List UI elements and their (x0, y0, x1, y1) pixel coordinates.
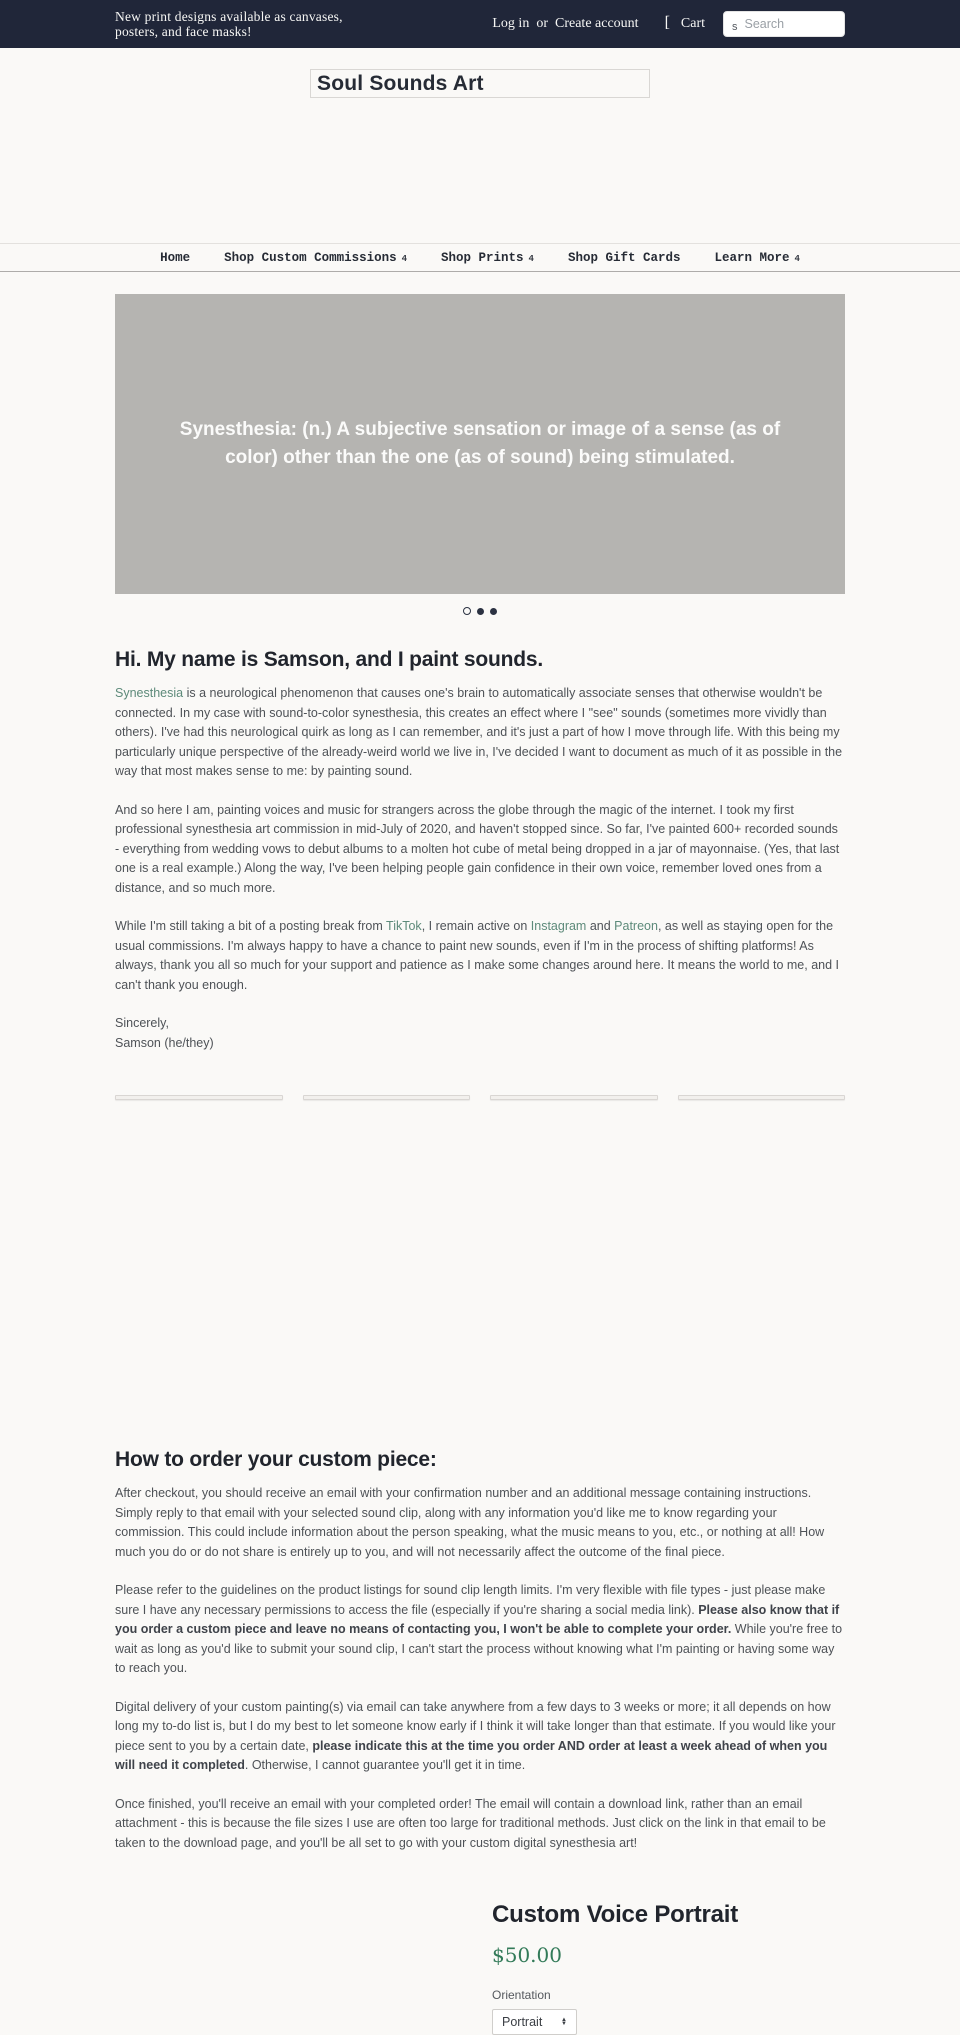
ordering-paragraph-3 (115, 1698, 845, 1776)
search-input[interactable] (745, 17, 837, 31)
announcement-line-1: New print designs available as canvases, (115, 9, 343, 24)
announcement-line-2: posters, and face masks! (115, 24, 252, 39)
orientation-select[interactable] (492, 2009, 577, 2035)
product-price: $50.00 (492, 1943, 562, 1967)
about-heading: Hi. My name is Samson, and I paint sounds. (115, 648, 544, 671)
ordering-heading: How to order your custom piece: (115, 1448, 437, 1471)
about-p3-seg4: , as well as staying open for the usual commissions. I'm always happy to have a chance to paint new sounds, even if I'm in the process of shifting platforms! As always, thank you all so much for your support and patience as I make some changes around here. It means the world to me, and I can't thank you enough. (115, 919, 840, 992)
nav-label-shop-prints: Shop Prints (441, 250, 524, 265)
chevron-down-icon: 4 (794, 253, 800, 264)
about-paragraph-1-text: is a neurological phenomenon that causes one's brain to automatically associate senses that otherwise wouldn't be connected. In my case with sound-to-color synesthesia, this creates an effect where I "see" sounds (sometimes more vividly than others). I've had this neurological quirk as long as I can remember, and it's just a part of how I move through life. With this being my particularly unique perspective of the already-weird world we live in, I've decided I want to document as much of it as possible in the way that most makes sense to me: by painting sound. (115, 686, 843, 778)
announcement-text (115, 9, 343, 39)
announcement-bar (0, 0, 960, 48)
collection-placeholder-1[interactable] (115, 1095, 283, 1100)
ordering-p2-seg2: While you're free to wait as long as you'd like to submit your sound clip, I can't start the process without knowing what I'm painting or having some way to reach you. (115, 1622, 843, 1675)
cart-icon: [ (664, 14, 670, 31)
create-account-link[interactable]: Create account (555, 16, 639, 31)
ordering-p3-seg2: . Otherwise, I cannot guarantee you'll get it in time. (244, 1758, 526, 1772)
ordering-paragraph-4: Once finished, you'll receive an email with your completed order! The email will contain a download link, rather than an email attachment - this is because the file sizes I use are often too large for traditional methods. Just click on the link in that email to be taken to the download page, and you'll be all set to go with your custom digital synesthesia art! (115, 1796, 826, 1850)
main-nav (0, 243, 960, 272)
login-link[interactable]: Log in (492, 16, 530, 31)
ordering-p2-seg1: Please refer to the guidelines on the product listings for sound clip length limits. I'm very flexible with file types - just please make sure I have any necessary permissions to access the file (especially if you're sharing a social media link). (115, 1583, 826, 1617)
nav-item-home[interactable] (160, 251, 190, 265)
about-paragraph-3 (115, 917, 845, 995)
chevron-down-icon: 4 (528, 253, 534, 264)
about-p3-seg2: , I remain active on (421, 919, 531, 933)
synesthesia-link[interactable]: Synesthesia (115, 686, 184, 700)
search-icon: s (732, 21, 738, 33)
collection-placeholder-4[interactable] (678, 1095, 846, 1100)
cart-label: Cart (680, 16, 705, 31)
empty-section-spacer (115, 1100, 845, 1448)
header (0, 48, 960, 243)
product-image-area (115, 1901, 492, 2035)
ordering-paragraph-1: After checkout, you should receive an email with your confirmation number and an additional message containing instructions. Simply reply to that email with your selected sound clip, along with any information you'd like me to know regarding your commission. This could include information about the person speaking, what the music means to you, etc., or nothing at all! How much you do or do not share is entirely up to you, and will not necessarily affect the outcome of the final piece. (115, 1486, 825, 1559)
collection-placeholder-2[interactable] (303, 1095, 471, 1100)
hero-caption: Synesthesia: (n.) A subjective sensation or image of a sense (as of color) other than the one (as of sound) being stimulated. (179, 418, 781, 468)
logo-text[interactable]: Soul Sounds Art (317, 71, 484, 95)
product-title: Custom Voice Portrait (492, 1901, 739, 1928)
about-p3-seg1: While I'm still taking a bit of a posting break from (115, 919, 387, 933)
about-section (115, 648, 845, 1053)
nav-item-shop-custom-commissions[interactable] (224, 251, 407, 265)
tiktok-link[interactable]: TikTok (386, 919, 422, 933)
patreon-link[interactable]: Patreon (614, 919, 658, 933)
signoff-line-1: Sincerely, (115, 1016, 169, 1030)
slideshow-dots (115, 607, 845, 615)
nav-label-shop-gift-cards: Shop Gift Cards (567, 250, 681, 265)
select-stepper-icon: ▲ ▼ (561, 2016, 567, 2027)
nav-label-learn-more: Learn More (714, 250, 790, 265)
ordering-p3-bold: please indicate this at the time you order AND order at least a week ahead of when you will need it completed (115, 1738, 828, 1772)
header-spacer (0, 98, 960, 243)
ordering-p3-seg1: Digital delivery of your custom painting(s) via email can take anywhere from a few days to 3 weeks or more; it all depends on how long my to-do list is, but I do my best to let someone know early if I think it will take longer than that estimate. If you would like your piece sent to you by a certain date, (115, 1699, 836, 1753)
ordering-p2-bold: Please also know that if you order a custom piece and leave no means of contacting you, I won't be able to complete your order. (115, 1602, 840, 1636)
logo-frame[interactable] (310, 69, 650, 98)
orientation-selected-value: Portrait (502, 2015, 543, 2029)
about-paragraph-1 (115, 684, 845, 782)
chevron-down-icon: 4 (401, 253, 408, 264)
cart-link[interactable] (665, 15, 705, 33)
slide-dot-3[interactable] (490, 608, 497, 615)
signoff (115, 1014, 845, 1053)
collection-placeholder-3[interactable] (490, 1095, 658, 1100)
ordering-section (115, 1448, 845, 1853)
about-paragraph-2: And so here I am, painting voices and music for strangers across the globe through the magic of the internet. I took my first professional synesthesia art commission in mid-July of 2020, and haven't stopped since. So far, I've painted 600+ recorded sounds - everything from wedding vows to debut albums to a molten hot cube of metal being dropped in a jar of mayonnaise. (Yes, that last one is a real example.) Along the way, I've been helping people gain confidence in their own voice, remember loved ones from a distance, and so much more. (115, 802, 840, 895)
slide-dot-1[interactable] (463, 607, 471, 615)
product-section (115, 1901, 845, 2035)
nav-label-shop-custom-commissions: Shop Custom Commissions (224, 250, 397, 265)
nav-label-home: Home (160, 250, 191, 265)
signoff-line-2: Samson (he/they) (115, 1035, 214, 1050)
search-box[interactable] (723, 11, 845, 37)
nav-item-shop-gift-cards[interactable] (568, 251, 681, 265)
hero-slide (115, 294, 845, 594)
instagram-link[interactable]: Instagram (530, 919, 587, 933)
ordering-paragraph-2 (115, 1581, 845, 1679)
nav-item-learn-more[interactable] (714, 251, 799, 265)
slide-dot-2[interactable] (477, 608, 484, 615)
about-p3-seg3: and (586, 919, 615, 933)
nav-item-shop-prints[interactable] (441, 251, 534, 265)
or-label: or (536, 16, 548, 31)
orientation-label: Orientation (492, 1988, 551, 2002)
